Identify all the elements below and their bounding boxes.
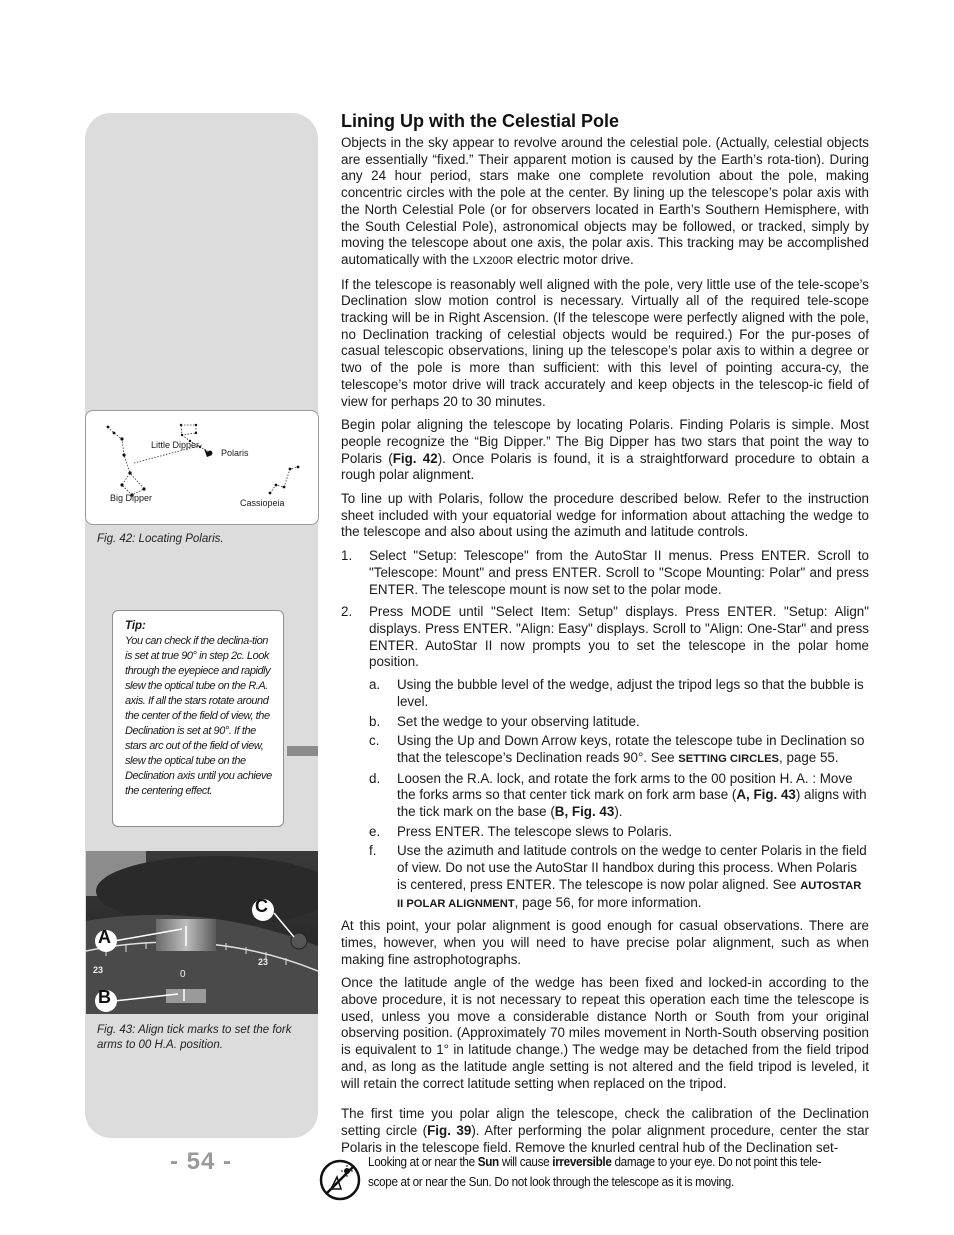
step-1: 1. Select "Setup: Telescope" from the AutoStar II menus. Press ENTER. Scroll to "Telescope: Mount" and press ENTER. Scroll to "Scope Mounting: Polar" and press ENTER. The telescope mount is now set to the polar mode. (341, 548, 869, 597)
section-heading: Lining Up with the Celestial Pole (341, 111, 620, 131)
substep-e: e. Press ENTER. The telescope slews to Polaris. (369, 823, 673, 839)
tip-body: You can check if the declina-tion is set at true 90° in step 2c. Look through the eyepiece and rapidly slew the optical tube on the R.A. axis. If all the stars rotate around the center of the field of view, the Declination is set at 90°. If the stars arc out of the field of view, slew the optical tube on the Declination axis until you achieve the centering effect. (125, 635, 272, 797)
substep-a: a. Using the bubble level of the wedge, adjust the tripod legs so that the bubble is level. (369, 677, 864, 709)
no-sun-warning-icon (319, 1159, 361, 1206)
paragraph-7: The first time you polar align the telescope, check the calibration of the Declination setting circle (Fig. 39). After performing the polar alignment procedure, center the star Polaris in the telescope field. Remove the knurled central hub of the Declination set- (341, 1106, 869, 1155)
figure-43-photo (86, 851, 318, 1014)
label-polaris: Polaris (221, 448, 249, 458)
scale-label-left: 23 (93, 965, 104, 975)
tip-box (112, 610, 284, 827)
paragraph-1: Objects in the sky appear to revolve around the celestial pole. (Actually, celestial objects are essentially “fixed.” Their apparent motion is caused by the Earth’s rota-tion). During any 24 hour period, stars make one complete revolution about the pole, making concentric circles with the pole at the center. By lining up the telescope’s polar axis with the North Celestial Pole (or for observers located in Earth’s Southern Hemisphere, with the South Celestial Pole), astronomical objects may be followed, or tracked, simply by moving the telescope about one axis, the polar axis. This tracking may be accomplished automatically with the LX200R electric motor drive. (341, 135, 869, 267)
marker-b: B (98, 987, 111, 1007)
label-little-dipper: Little Dipper (151, 440, 200, 450)
tip-title: Tip: (125, 620, 146, 632)
substep-f: f. Use the azimuth and latitude controls on the wedge to center Polaris in the field of view. Do not use the AutoStar II handbox during this process. When Polaris is centered, press ENTER. The telescope is now polar aligned. See AUTOSTAR II POLAR ALIGNMENT, page 56, for more information. (369, 843, 867, 910)
figure-42-star-chart (85, 410, 319, 525)
procedure-steps (341, 548, 869, 912)
scale-label-right: 23 (258, 957, 269, 967)
paragraph-5: At this point, your polar alignment is good enough for casual observations. There are times, however, when you will need to have precise polar alignment, such as when making fine astrophotographs. (341, 918, 869, 967)
scale-label-center: 0 (180, 969, 186, 980)
figure-42-caption: Fig. 42: Locating Polaris. (97, 533, 224, 545)
paragraph-2: If the telescope is reasonably well aligned with the pole, very little use of the tele-scope’s Declination slow motion control is necessary. Virtually all of the required tele-scope tracking will be in Right Ascension. (If the telescope were perfectly aligned with the pole, no Declination tracking of celestial objects would be required.) For the pur-poses of casual telescopic observations, lining up the telescope’s polar axis to within a degree or two of the pole is more than sufficient: with this level of pointing accura-cy, the telescope’s motor drive will track accurately and keep objects in the telescop-ic field of view for perhaps 20 to 30 minutes. (341, 276, 869, 409)
sun-warning-text: Looking at or near the Sun will cause irreversible damage to your eye. Do not point this tele-scope at or near the Sun. Do not look through the telescope as it is moving. (368, 1155, 822, 1189)
substep-b: b. Set the wedge to your observing latitude. (369, 713, 640, 729)
paragraph-3: Begin polar aligning the telescope by locating Polaris. Finding Polaris is simple. Most people recognize the “Big Dipper.” The Big Dipper has two stars that point the way to Polaris (Fig. 42). Once Polaris is found, it is a straightforward procedure to obtain a rough polar alignment. (341, 417, 869, 483)
step-2: 2. Press MODE until "Select Item: Setup" displays. Press ENTER. "Setup: Align" displays. Press ENTER. "Align: Easy" displays. Scroll to "Align: One-Star" and press ENTER. AutoStar II now prompts you to set the telescope in the polar home position. a. Using the bubble level of the wedge, adjust the tripod legs so that the bubble is level. b. Set the wedge to your observing latitude. c. Using the Up and Down Arrow keys, rotate the telescope tube in Declination so that the telescope’s Declination reads 90°. See SETTING CIRCLES, page 55. d. Loosen the R.A. lock, and rotate the fork arms to the 00 position H. A. : Move the forks arms so that center tick mark on fork arm base (A, Fig. 43) aligns with the tick mark on the base (B, Fig. 43). e. Press ENTER. The telescope slews to Polaris. f. Use the azimuth and latitude controls on the wedge to center Polaris in the field of view. Do not use the AutoStar II handbox during this process. When Polaris is centered, press ENTER. The telescope is now polar aligned. See AUTOSTAR II POLAR ALIGNMENT, page 56, for more information. (341, 604, 869, 912)
label-big-dipper: Big Dipper (110, 493, 153, 503)
label-cassiopeia: Cassiopeia (240, 498, 285, 508)
marker-c: C (255, 896, 268, 916)
paragraph-6: Once the latitude angle of the wedge has been fixed and locked-in according to the above procedure, it is not necessary to repeat this operation each time the telescope is used, unless you move a considerable distance North or South from your original observing position. (Approximately 70 miles movement in North-South observing position is equivalent to 1° in latitude change.) The wedge may be detached from the field tripod and, as long as the latitude angle setting is not altered and the field tripod is leveled, it will retain the correct latitude setting when replaced on the tripod. (341, 975, 869, 1091)
main-column (341, 110, 869, 1163)
substep-c: c. Using the Up and Down Arrow keys, rotate the telescope tube in Declination so that the telescope’s Declination reads 90°. See SETTING CIRCLES, page 55. (369, 733, 865, 765)
page-edge-tab (287, 746, 318, 756)
substep-d: d. Loosen the R.A. lock, and rotate the fork arms to the 00 position H. A. : Move the forks arms so that center tick mark on fork arm base (A, Fig. 43) aligns with the tick mark on the base (B, Fig. 43). (369, 770, 867, 820)
substeps (369, 677, 869, 912)
marker-a: A (98, 927, 111, 947)
paragraph-4: To line up with Polaris, follow the procedure described below. Refer to the instruction sheet included with your equatorial wedge for information about attaching the wedge to the telescope and also about using the azimuth and latitude controls. (341, 491, 869, 540)
page-number: - 54 - (170, 1148, 233, 1175)
figure-43-caption: Fig. 43: Align tick marks to set the fork arms to 00 H.A. position. (97, 1024, 292, 1051)
